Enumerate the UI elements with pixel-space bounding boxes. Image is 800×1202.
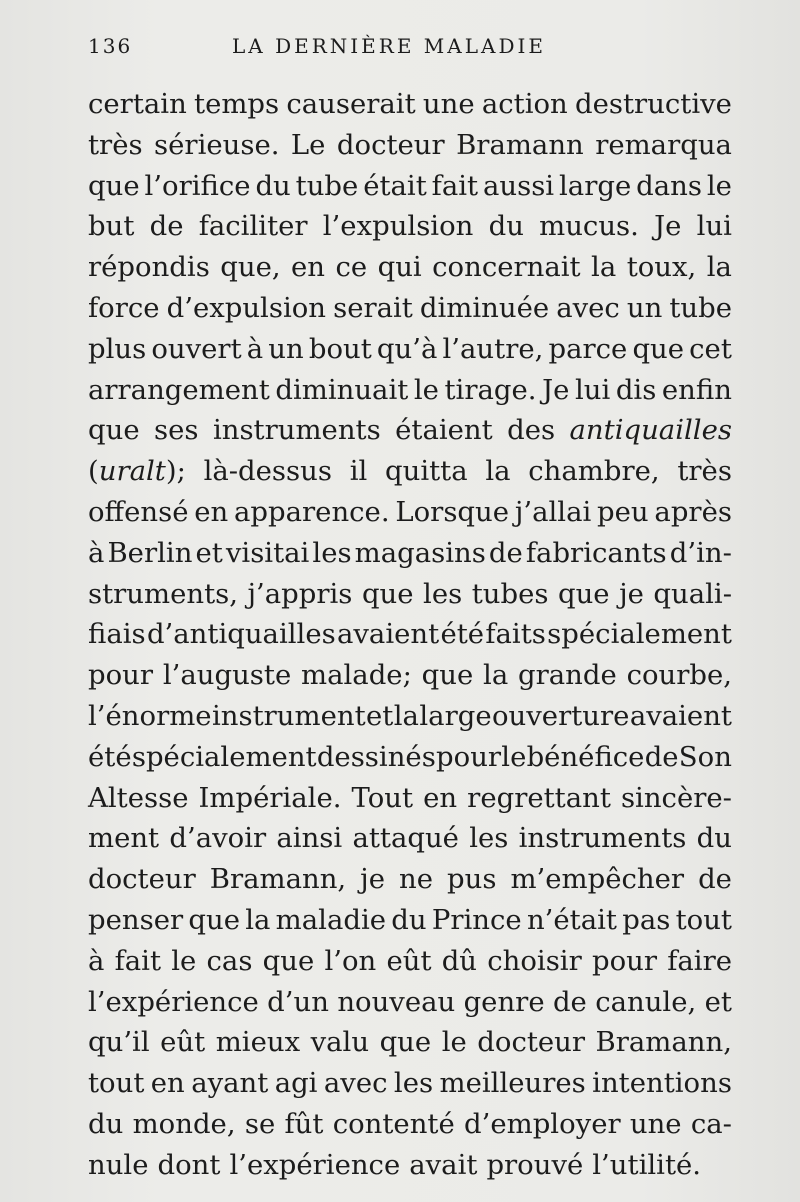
word: spécialement — [131, 740, 317, 773]
word: la — [485, 455, 511, 488]
word: pas — [622, 903, 671, 936]
word: fabricants — [525, 536, 667, 569]
text-line — [88, 982, 732, 1023]
word: étaient — [395, 414, 493, 447]
word: ayant — [191, 1067, 269, 1100]
word: eût — [160, 1026, 206, 1059]
word: m’empêcher — [510, 863, 685, 896]
word: l’autre, — [442, 332, 544, 365]
word: cet — [689, 332, 732, 365]
word: faits — [485, 618, 546, 651]
word: que — [632, 332, 685, 365]
word: j’appris — [247, 577, 353, 610]
word: instruments — [518, 822, 687, 855]
word: été — [440, 618, 485, 651]
text-line — [88, 533, 732, 574]
page-number: 136 — [88, 34, 133, 58]
word: du — [488, 210, 524, 243]
word: la — [706, 251, 732, 284]
word: plus — [88, 332, 147, 365]
word: très — [677, 455, 732, 488]
word: Le — [290, 128, 326, 161]
word: dû — [441, 944, 478, 977]
word: (uralt); — [88, 455, 186, 488]
word: après — [654, 495, 732, 528]
word: répondis — [88, 251, 210, 284]
word: n’était — [526, 903, 617, 936]
text-line — [88, 778, 732, 819]
word: fût — [284, 1107, 324, 1140]
word: apparence. — [234, 495, 390, 528]
word: les — [469, 822, 509, 855]
word: la — [483, 659, 509, 692]
word: ce — [335, 251, 368, 284]
text-line — [88, 859, 732, 900]
word: avaient — [629, 699, 732, 732]
word: lui — [574, 373, 611, 406]
word: il — [349, 455, 368, 488]
word: je — [619, 577, 644, 610]
text-line — [88, 492, 732, 533]
word: à — [246, 332, 264, 365]
word: parce — [548, 332, 628, 365]
word: que — [262, 944, 315, 977]
text-line — [88, 206, 732, 247]
text-line — [88, 247, 732, 288]
word: tout — [88, 1067, 145, 1100]
word: de — [644, 740, 679, 773]
text-line — [88, 166, 732, 207]
word: valu — [310, 1026, 370, 1059]
word: nule — [88, 1148, 149, 1181]
word: antiquailles — [569, 414, 732, 447]
word: les — [312, 536, 352, 569]
word: meilleures — [439, 1067, 586, 1100]
text-line — [88, 614, 732, 655]
word: prouvé — [486, 1148, 584, 1181]
word: docteur — [88, 863, 196, 896]
word: pour — [88, 659, 154, 692]
word: le — [413, 373, 439, 406]
word: en — [194, 495, 229, 528]
word: l’expérience — [229, 1148, 401, 1181]
word: tubes — [471, 577, 549, 610]
word: qui — [377, 251, 422, 284]
word: Tout — [351, 781, 414, 814]
word: ses — [154, 414, 199, 447]
word: le — [706, 169, 732, 202]
word: fait — [114, 944, 162, 977]
text-line — [88, 1063, 732, 1104]
word: du — [88, 1107, 124, 1140]
word: l’expulsion — [322, 210, 474, 243]
word: avec — [323, 1067, 388, 1100]
word: ainsi — [276, 822, 343, 855]
word: en — [150, 1067, 185, 1100]
word: fiais — [88, 618, 146, 651]
word: le — [501, 740, 527, 773]
word: destructive — [575, 88, 732, 120]
word: une — [629, 1107, 682, 1140]
word: Je — [542, 373, 570, 406]
word: quitta — [385, 455, 468, 488]
word: contenté — [332, 1107, 455, 1140]
word: serait — [333, 291, 413, 324]
word: faire — [667, 944, 732, 977]
word: but — [88, 210, 135, 243]
word: large — [559, 169, 632, 202]
word: diminuée — [419, 291, 550, 324]
word: Son — [678, 740, 732, 773]
word: agi — [274, 1067, 318, 1100]
word: tube — [669, 291, 732, 324]
word: Impériale. — [198, 781, 342, 814]
word: Prince — [431, 903, 522, 936]
word: à — [88, 944, 105, 977]
word: bout — [308, 332, 372, 365]
word: visitai — [225, 536, 310, 569]
word: été — [88, 740, 132, 773]
word: malade; — [301, 659, 412, 692]
text-line — [88, 84, 732, 125]
word: ment — [88, 822, 160, 855]
word: canule, — [595, 985, 697, 1018]
word: Je — [654, 210, 682, 243]
word: que — [421, 659, 474, 692]
word: d’avoir — [169, 822, 267, 855]
word: tirage. — [444, 373, 537, 406]
word: Altesse — [88, 781, 189, 814]
word: Lorsque — [395, 495, 510, 528]
word: que, — [220, 251, 281, 284]
word: de — [698, 863, 732, 896]
word: de — [149, 210, 184, 243]
text-line — [88, 288, 732, 329]
word: Berlin — [107, 536, 193, 569]
word: les — [393, 1067, 434, 1100]
word: intentions — [592, 1067, 732, 1100]
word: des — [507, 414, 556, 447]
text-line — [88, 696, 732, 737]
word: ouvert — [151, 332, 242, 365]
word: toux, — [626, 251, 697, 284]
word: dessinés — [316, 740, 436, 773]
word: un — [268, 332, 304, 365]
word: qu’à — [376, 332, 438, 365]
word: struments, — [88, 577, 238, 610]
word: enfin — [661, 373, 732, 406]
word: d’un — [267, 985, 329, 1018]
word: du — [391, 903, 427, 936]
word: faciliter — [198, 210, 308, 243]
word: offensé — [88, 495, 189, 528]
word: instrument — [211, 699, 366, 732]
word: j’allai — [514, 495, 592, 528]
text-line — [88, 1022, 732, 1063]
word: ne — [399, 863, 433, 896]
text-line — [88, 574, 732, 615]
word: était — [363, 169, 427, 202]
word: qu’il — [88, 1026, 150, 1059]
word: l’énorme — [88, 699, 212, 732]
word: l’on — [324, 944, 377, 977]
text-line — [88, 941, 732, 982]
word: en — [291, 251, 326, 284]
word: tout — [675, 903, 732, 936]
word: cas — [206, 944, 253, 977]
word: maladie — [275, 903, 387, 936]
text-line — [88, 900, 732, 941]
word: docteur — [336, 128, 445, 161]
word: avec — [556, 291, 620, 324]
text-line — [88, 451, 732, 492]
word: dont — [157, 1148, 221, 1181]
word: nouveau — [337, 985, 456, 1018]
word: peu — [597, 495, 649, 528]
word: que — [188, 903, 240, 936]
word: de — [552, 985, 587, 1018]
word: fait — [431, 169, 479, 202]
word: le — [441, 1026, 467, 1059]
word: l’auguste — [162, 659, 292, 692]
word: du — [255, 169, 291, 202]
word: choisir — [487, 944, 582, 977]
word: se — [244, 1107, 276, 1140]
word: que — [88, 169, 140, 202]
word: que — [379, 1026, 432, 1059]
word: eût — [386, 944, 432, 977]
word: ouverture — [492, 699, 630, 732]
word: et — [195, 536, 223, 569]
word: très — [88, 128, 143, 161]
word: mucus. — [539, 210, 639, 243]
word: lui — [696, 210, 732, 243]
word: spécialement — [547, 618, 732, 651]
word: action — [481, 88, 568, 120]
word: d’expulsion — [166, 291, 327, 324]
word: l’orifice — [144, 169, 251, 202]
text-line — [88, 329, 732, 370]
word: je — [360, 863, 385, 896]
word: temps — [194, 88, 280, 120]
word: et — [366, 699, 394, 732]
word: causerait — [286, 88, 416, 120]
word: la — [393, 699, 419, 732]
word: penser — [88, 903, 184, 936]
word: un — [626, 291, 663, 324]
word: les — [423, 577, 463, 610]
word: la — [591, 251, 617, 284]
word: ca- — [690, 1107, 732, 1140]
word: Bramann, — [209, 863, 347, 896]
word: diminuait — [275, 373, 409, 406]
word: là-dessus — [203, 455, 332, 488]
word: pus — [447, 863, 497, 896]
text-line — [88, 125, 732, 166]
word: monde, — [132, 1107, 236, 1140]
word: force — [88, 291, 160, 324]
text-line — [88, 655, 732, 696]
word: courbe, — [626, 659, 732, 692]
word: large — [419, 699, 492, 732]
word: bénéfice — [526, 740, 645, 773]
word: tube — [295, 169, 359, 202]
word: du — [696, 822, 732, 855]
text-line — [88, 410, 732, 451]
running-title: LA DERNIÈRE MALADIE — [232, 34, 546, 58]
word: regrettant — [467, 781, 611, 814]
word: pour — [591, 944, 657, 977]
word: d’antiquailles — [146, 618, 336, 651]
word: l’expérience — [88, 985, 259, 1018]
word: avait — [409, 1148, 478, 1181]
word: que — [557, 577, 610, 610]
word: chambre, — [528, 455, 660, 488]
text-line — [88, 1104, 732, 1145]
word: d’in- — [669, 536, 732, 569]
text-line — [88, 818, 732, 859]
word: à — [88, 536, 105, 569]
word: quali- — [653, 577, 732, 610]
word: en — [423, 781, 458, 814]
word: concernait — [432, 251, 581, 284]
word: que — [88, 414, 140, 447]
word: d’employer — [464, 1107, 621, 1140]
text-line — [88, 1145, 732, 1186]
word: attaqué — [352, 822, 459, 855]
word: genre — [463, 985, 545, 1018]
word: le — [171, 944, 197, 977]
word: dans — [636, 169, 702, 202]
word: l’utilité. — [592, 1148, 702, 1181]
word: docteur — [477, 1026, 586, 1059]
word: remarqua — [595, 128, 732, 161]
word: grande — [518, 659, 617, 692]
word: instruments — [212, 414, 381, 447]
word: Bramann, — [595, 1026, 732, 1059]
word: sérieuse. — [154, 128, 280, 161]
word: de — [488, 536, 523, 569]
word: pour — [436, 740, 502, 773]
word: magasins — [354, 536, 486, 569]
text-line — [88, 737, 732, 778]
word: arrangement — [88, 373, 270, 406]
word: sincère- — [620, 781, 732, 814]
word: avaient — [337, 618, 440, 651]
running-head — [88, 34, 732, 64]
word: la — [245, 903, 271, 936]
word: une — [422, 88, 475, 120]
word: mieux — [215, 1026, 301, 1059]
text-line — [88, 370, 732, 411]
word: dis — [615, 373, 657, 406]
word: que — [361, 577, 414, 610]
body-text — [88, 84, 732, 1186]
word: certain — [88, 88, 187, 120]
word: Bramann — [456, 128, 584, 161]
word: aussi — [482, 169, 555, 202]
word: et — [704, 985, 732, 1018]
